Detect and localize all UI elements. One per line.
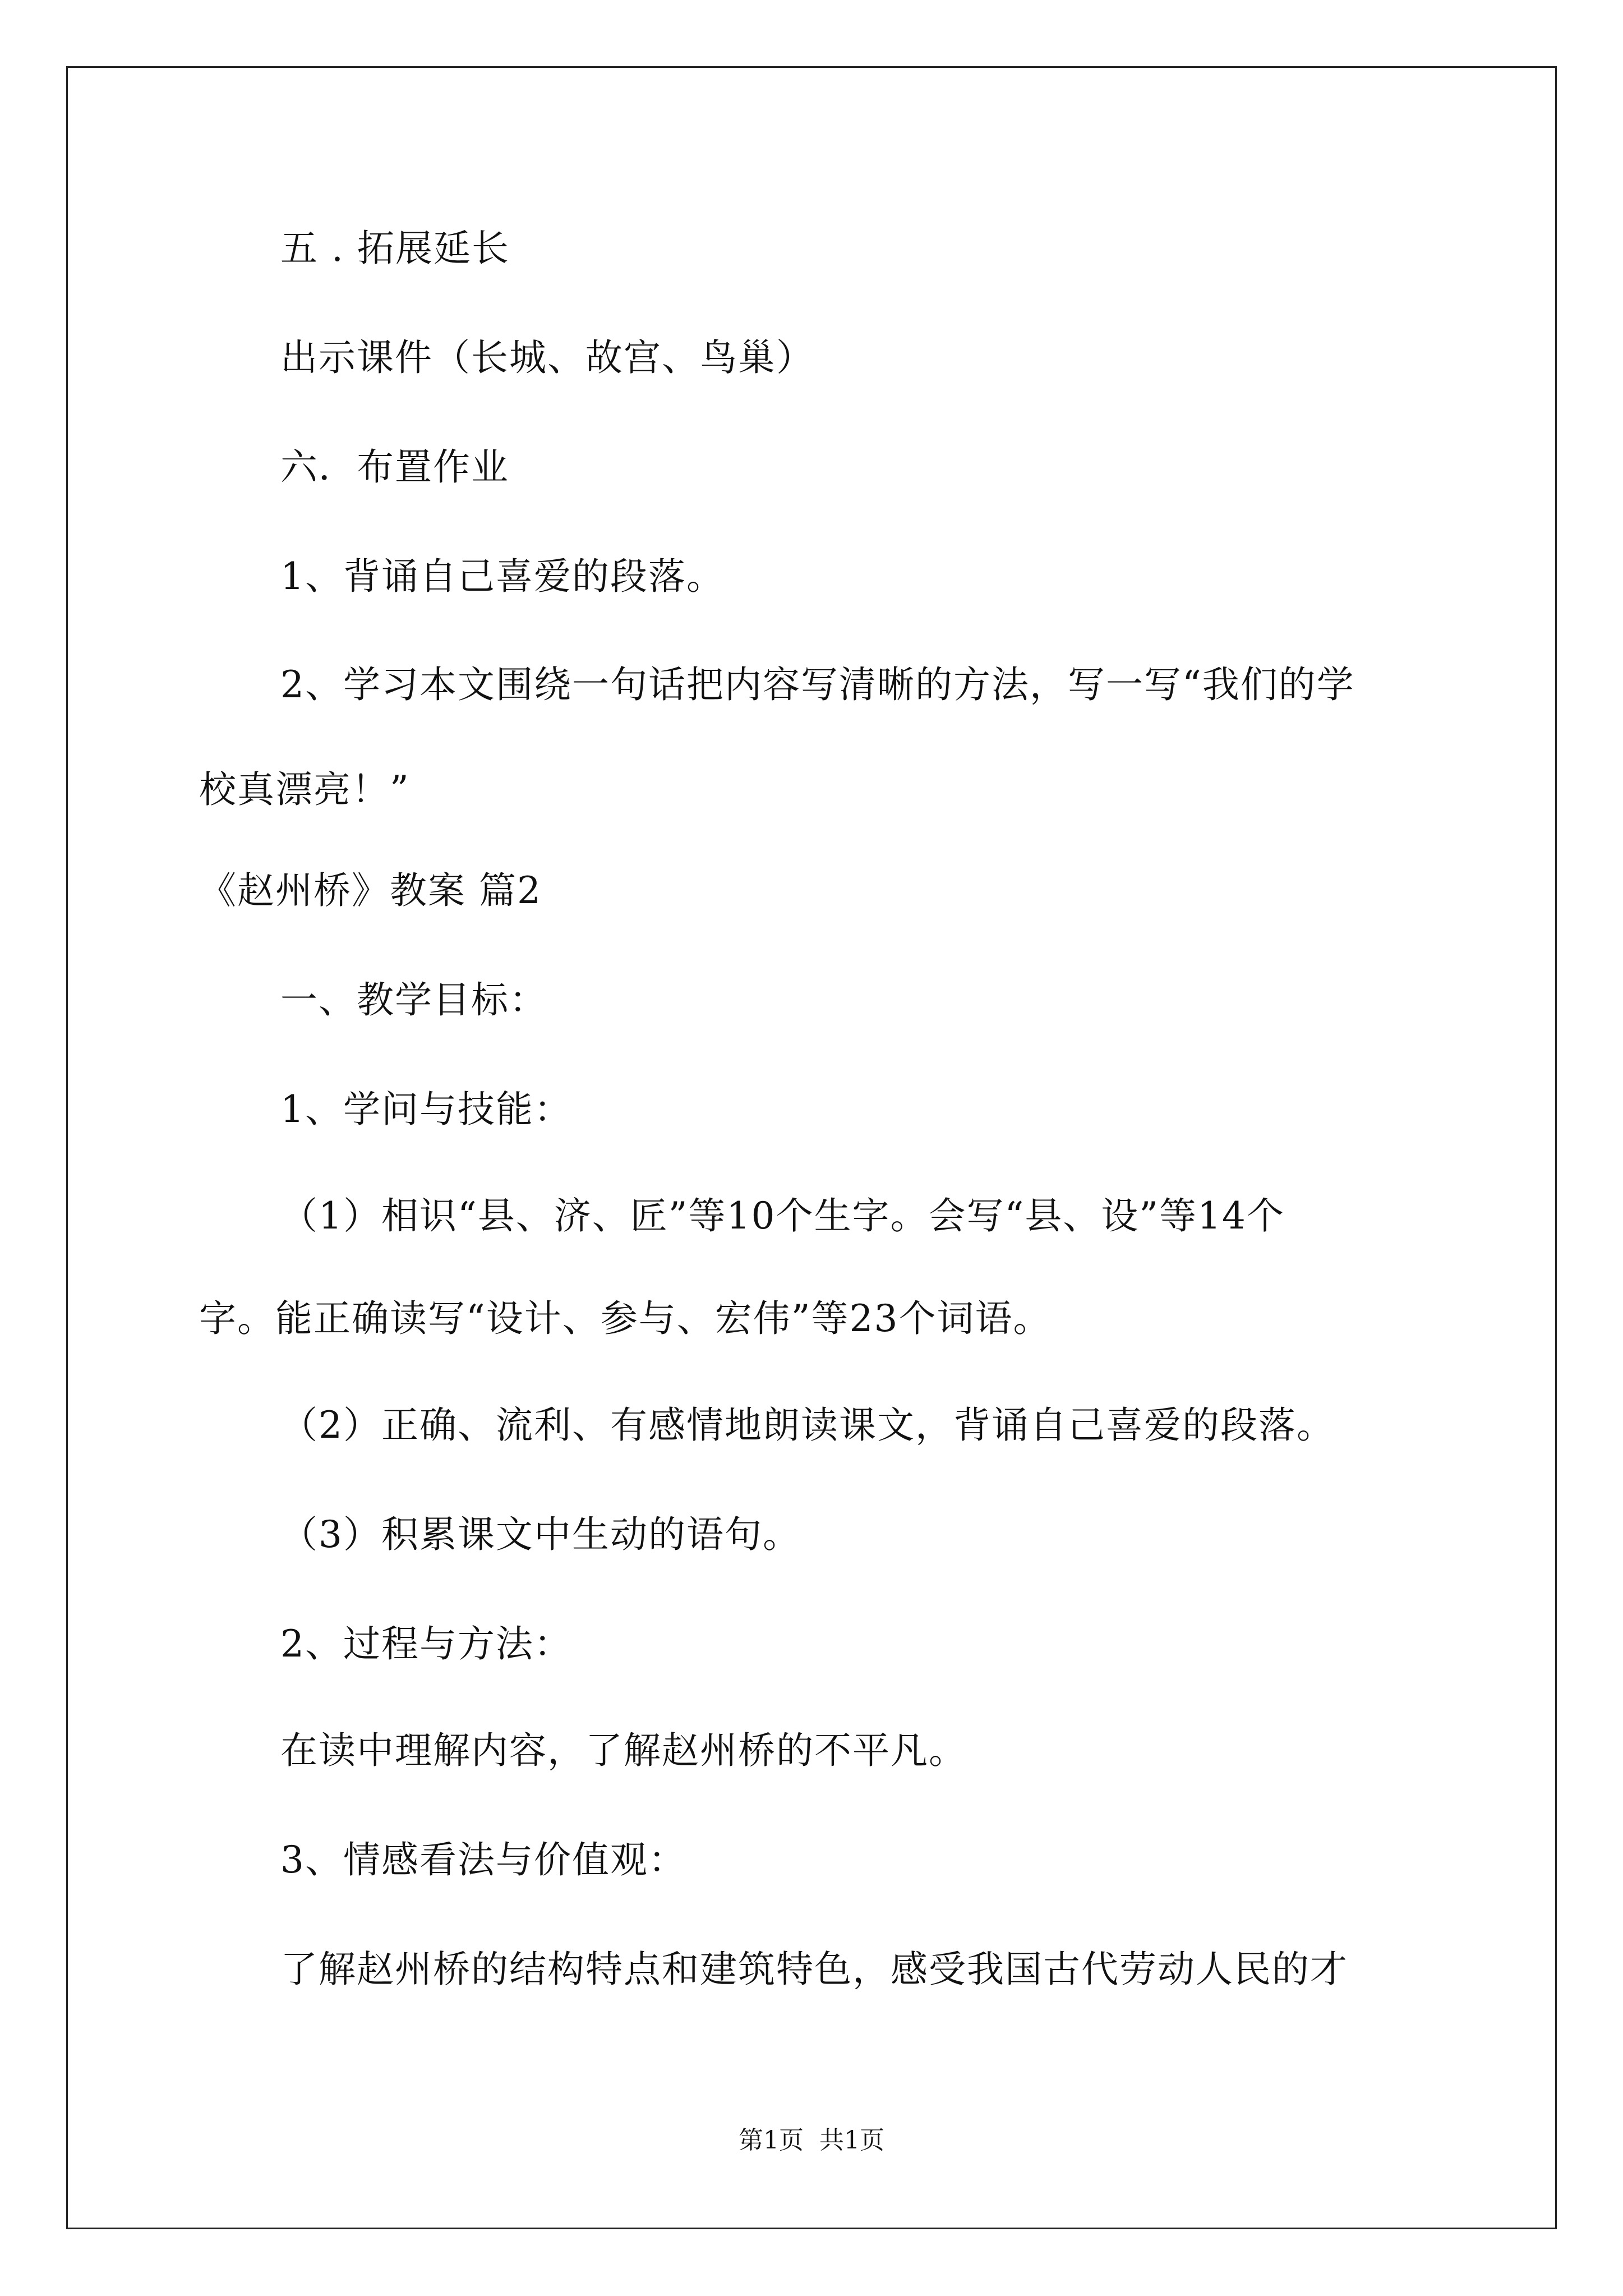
section-title: 《赵州桥》教案 篇2 [199,869,542,912]
paragraph-values: 了解赵州桥的结构特点和建筑特色，感受我国古代劳动人民的才 [280,1948,1348,1991]
heading-extension: 五 . 拓展延长 [280,227,510,270]
goal-item-1-cont: 字。能正确读写“设计、参与、宏伟”等23个词语。 [199,1297,1052,1340]
goal-item-2: （2）正确、流利、有感情地朗读课文，背诵自己喜爱的段落。 [280,1404,1335,1447]
page-border [66,66,1557,2229]
heading-teaching-goals: 一、教学目标： [280,978,547,1022]
goal-item-1: （1）相识“县、济、匠”等10个生字。会写“县、设”等14个 [280,1194,1285,1237]
paragraph-courseware: 出示课件（长城、故宫、鸟巢） [280,336,814,379]
heading-homework: 六．布置作业 [280,445,509,489]
subheading-values: 3、情感看法与价值观： [280,1838,686,1881]
page-footer: 第1页 共1页 [739,2126,884,2155]
goal-item-3: （3）积累课文中生动的语句。 [280,1513,801,1556]
list-item-recite: 1、背诵自己喜爱的段落。 [280,555,725,598]
paragraph-process: 在读中理解内容，了解赵州桥的不平凡。 [280,1729,967,1772]
list-item-writing: 2、学习本文围绕一句话把内容写清晰的方法，写一写“我们的学 [280,663,1355,706]
subheading-knowledge: 1、学问与技能： [280,1088,572,1131]
list-item-writing-cont: 校真漂亮！” [199,768,410,811]
subheading-process: 2、过程与方法： [280,1622,572,1665]
